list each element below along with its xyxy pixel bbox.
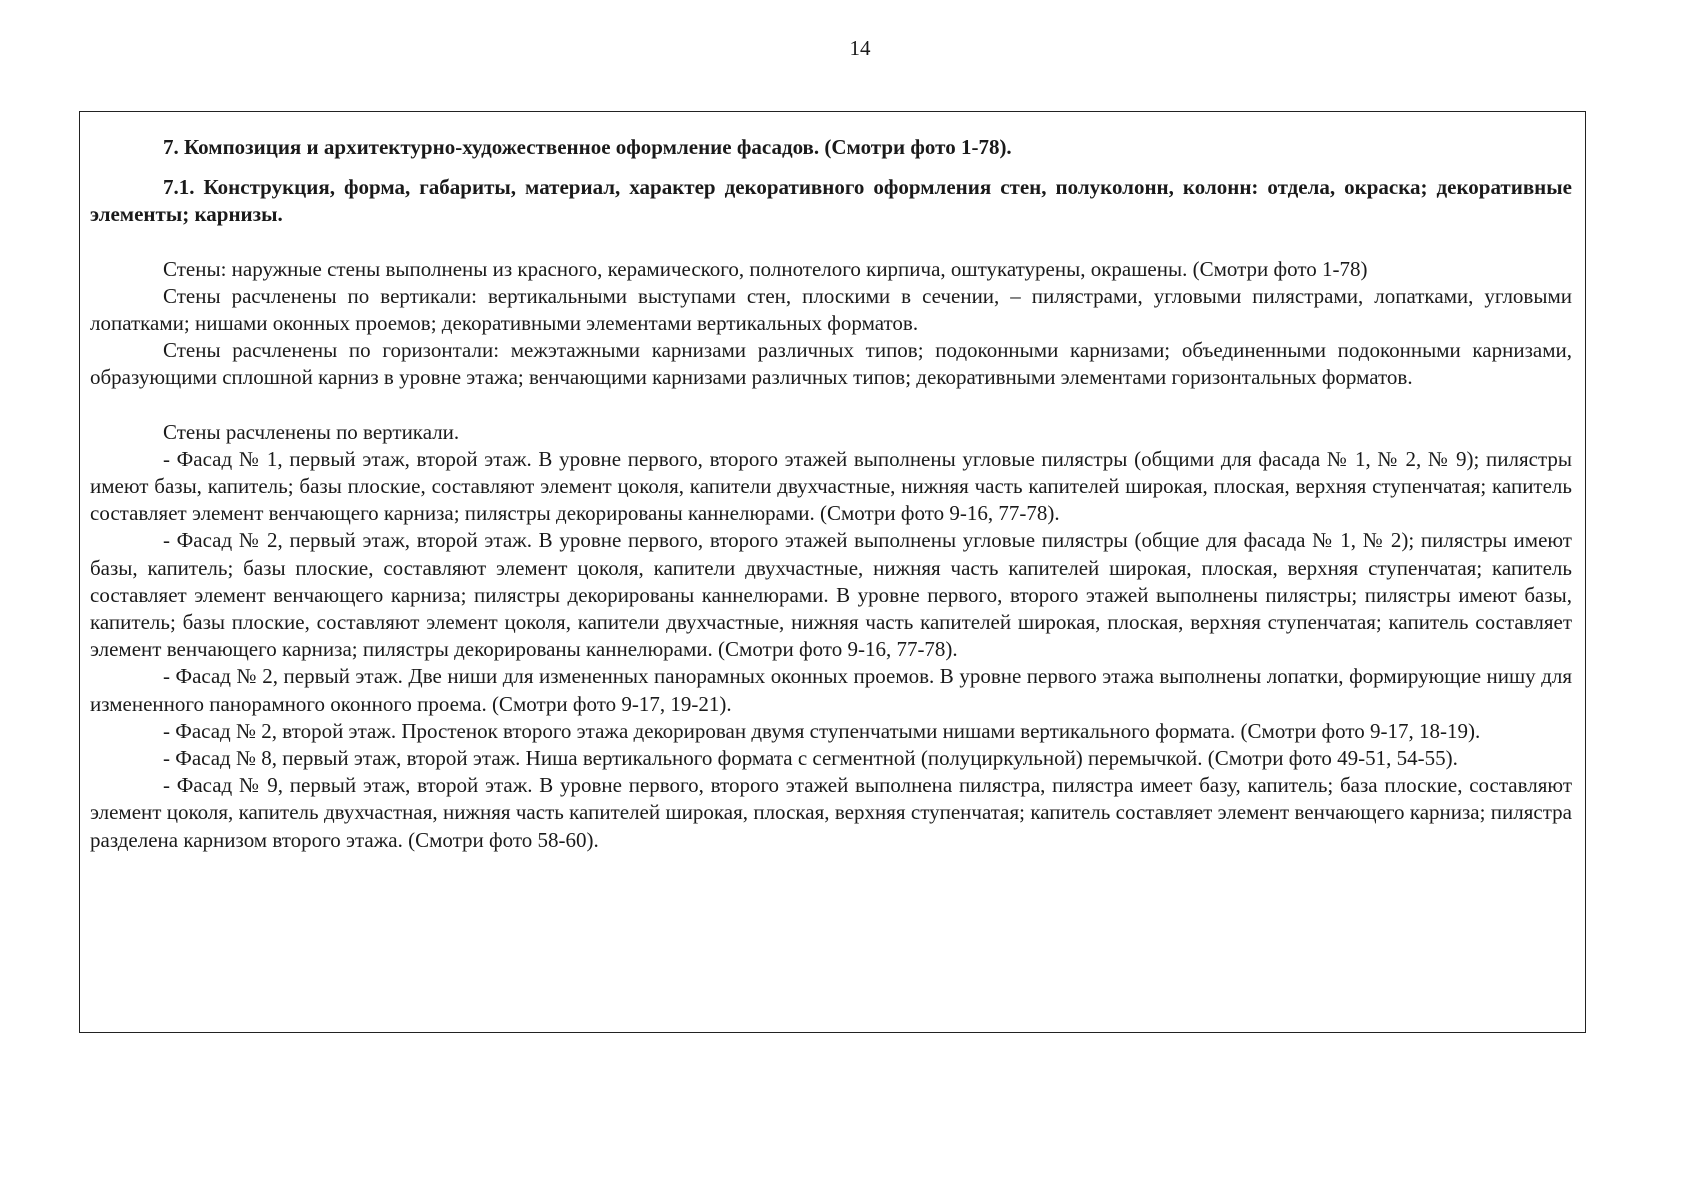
list-item-facade-8: - Фасад № 8, первый этаж, второй этаж. Ниша вертикального формата с сегментной (полуциркульной) перемычкой. (Смотри фото 49-51, 54-55).	[163, 746, 1458, 771]
list-item-facade-2-second-floor: - Фасад № 2, второй этаж. Простенок второго этажа декорирован двумя ступенчатыми нишами вертикального формата. (Смотри фото 9-17, 18-19).	[163, 718, 1481, 743]
list-item-facade-9: - Фасад № 9, первый этаж, второй этаж. В уровне первого, второго этажей выполнена пилястра, пилястра имеет базу, капитель; база плоские, составляют элемент цоколя, капитель двухчастная, нижняя часть капителей широкая, плоская, верхняя ступенчатая; капитель составляет элемент венчающего карниза; пилястра разделена карнизом второго этажа. (Смотри фото 58-60).	[90, 773, 1572, 852]
list-item-facade-2-niches: - Фасад № 2, первый этаж. Две ниши для измененных панорамных оконных проемов. В уровне первого этажа выполнены лопатки, формирующие нишу для измененного панорамного оконного проема. (Смотри фото 9-17, 19-21).	[90, 664, 1572, 716]
section-heading: 7. Композиция и архитектурно-художественное оформление фасадов. (Смотри фото 1-78).	[163, 135, 1012, 159]
list-item-facade-2-pilasters: - Фасад № 2, первый этаж, второй этаж. В уровне первого, второго этажей выполнены угловые пилястры (общие для фасада № 1, № 2); пилястры имеют базы, капитель; базы плоские, составляют элемент цоколя, капители двухчастные, нижняя часть капителей широкая, плоская, верхняя ступенчатая; капитель составляет элемент венчающего карниза; пилястры декорированы каннелюрами. В уровне первого, второго этажей выполнены пилястры; пилястры имеют базы, капитель; базы плоские, составляют элемент цоколя, капители двухчастные, нижняя часть капителей широкая, плоская, верхняя ступенчатая; капитель составляет элемент венчающего карниза; пилястры декорированы каннелюрами. (Смотри фото 9-16, 77-78).	[90, 528, 1572, 662]
paragraph-walls-vertical: Стены расчленены по вертикали: вертикальными выступами стен, плоскими в сечении, – пилястрами, угловыми пилястрами, лопатками, угловыми лопатками; нишами оконных проемов; декоративными элементами вертикальных форматов.	[90, 283, 1572, 336]
document-body	[90, 134, 1572, 854]
paragraph-vertical-intro: Стены расчленены по вертикали.	[163, 419, 460, 444]
page-number: 14	[849, 36, 871, 60]
paragraph-walls-horizontal: Стены расчленены по горизонтали: межэтажными карнизами различных типов; подоконными карнизами; объединенными подоконными карнизами, образующими сплошной карниз в уровне этажа; венчающими карнизами различных типов; декоративными элементами горизонтальных форматов.	[90, 338, 1572, 390]
subsection-heading: 7.1. Конструкция, форма, габариты, материал, характер декоративного оформления стен, полуколонн, колонн: отдела, окраска; декоративные элементы; карнизы.	[90, 175, 1572, 227]
paragraph-walls-material: Стены: наружные стены выполнены из красного, керамического, полнотелого кирпича, оштукатурены, окрашены. (Смотри фото 1-78)	[163, 256, 1368, 281]
list-item-facade-1: - Фасад № 1, первый этаж, второй этаж. В уровне первого, второго этажей выполнены угловые пилястры (общими для фасада № 1, № 2, № 9); пилястры имеют базы, капитель; базы плоские, составляют элемент цоколя, капители двухчастные, нижняя часть капителей широкая, плоская, верхняя ступенчатая; капитель составляет элемент венчающего карниза; пилястры декорированы каннелюрами. (Смотри фото 9-16, 77-78).	[90, 446, 1572, 526]
